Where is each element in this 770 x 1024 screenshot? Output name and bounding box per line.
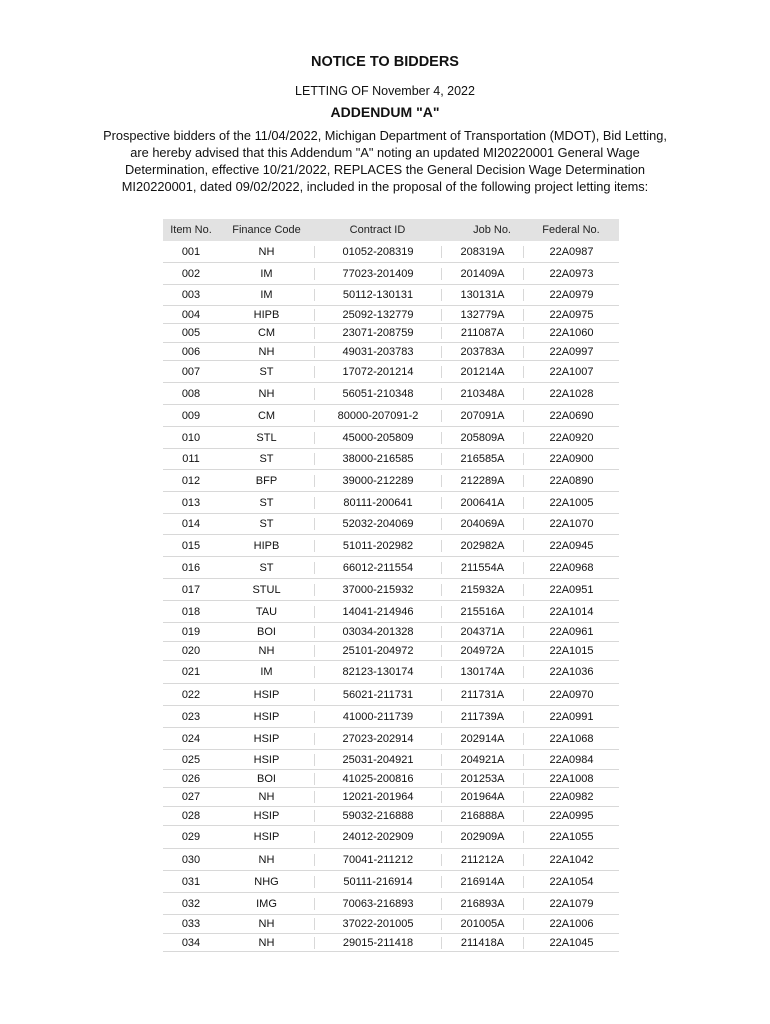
cell-job-no: 208319A bbox=[441, 246, 523, 258]
cell-item-no: 032 bbox=[181, 897, 201, 910]
cell-federal-no: 22A1008 bbox=[523, 773, 619, 785]
cell-federal-no: 22A1054 bbox=[523, 876, 619, 888]
cell-finance-code: TAU bbox=[255, 605, 278, 618]
cell-job-no: 211418A bbox=[441, 937, 523, 949]
cell-contract-id: 49031-203783 bbox=[314, 346, 441, 358]
cell-contract-id: 66012-211554 bbox=[314, 562, 441, 574]
cell-finance-code: NH bbox=[258, 936, 275, 949]
cell-job-no: 130174A bbox=[441, 666, 523, 678]
cell-item-no: 029 bbox=[181, 831, 201, 843]
cell-item-no: 011 bbox=[182, 453, 200, 465]
cell-federal-no: 22A1005 bbox=[523, 497, 619, 509]
cell-item-no: 034 bbox=[181, 936, 201, 949]
cell-job-no: 211554A bbox=[441, 562, 523, 574]
cell-contract-id: 70063-216893 bbox=[314, 898, 441, 910]
cell-item-no: 014 bbox=[181, 518, 201, 530]
cell-federal-no: 22A1060 bbox=[523, 327, 619, 339]
cell-item-no: 023 bbox=[181, 710, 201, 723]
cell-job-no: 215516A bbox=[441, 606, 523, 618]
cell-federal-no: 22A0995 bbox=[523, 810, 619, 822]
cell-federal-no: 22A0890 bbox=[523, 475, 619, 487]
cell-contract-id: 25031-204921 bbox=[314, 754, 441, 766]
cell-item-no: 031 bbox=[181, 875, 201, 888]
cell-job-no: 216914A bbox=[441, 876, 523, 888]
cell-item-no: 016 bbox=[181, 561, 201, 574]
cell-job-no: 216893A bbox=[441, 898, 523, 910]
cell-contract-id: 59032-216888 bbox=[314, 810, 441, 822]
cell-federal-no: 22A0991 bbox=[523, 711, 619, 723]
cell-finance-code: IM bbox=[260, 289, 273, 301]
cell-contract-id: 51011-202982 bbox=[314, 540, 441, 552]
table-row bbox=[163, 934, 619, 952]
cell-contract-id: 38000-216585 bbox=[314, 453, 441, 465]
cell-finance-code: IM bbox=[260, 666, 273, 678]
cell-federal-no: 22A1007 bbox=[523, 366, 619, 378]
cell-item-no: 017 bbox=[181, 583, 201, 596]
cell-job-no: 211731A bbox=[441, 689, 523, 701]
cell-contract-id: 37000-215932 bbox=[314, 584, 441, 596]
cell-contract-id: 01052-208319 bbox=[314, 246, 441, 258]
cell-job-no: 215932A bbox=[441, 584, 523, 596]
cell-job-no: 201964A bbox=[441, 791, 523, 803]
cell-job-no: 207091A bbox=[441, 410, 523, 422]
cell-item-no: 022 bbox=[181, 688, 201, 701]
cell-item-no: 007 bbox=[181, 365, 201, 378]
table-row bbox=[163, 579, 619, 601]
table-row bbox=[163, 807, 619, 826]
cell-federal-no: 22A1006 bbox=[523, 918, 619, 930]
cell-item-no: 008 bbox=[181, 387, 201, 400]
page-title: NOTICE TO BIDDERS bbox=[311, 54, 459, 70]
cell-job-no: 205809A bbox=[441, 432, 523, 444]
header-job-no: Job No. bbox=[473, 224, 511, 236]
cell-federal-no: 22A0690 bbox=[523, 410, 619, 422]
header-contract-id: Contract ID bbox=[349, 224, 406, 236]
cell-contract-id: 52032-204069 bbox=[314, 518, 441, 530]
cell-job-no: 210348A bbox=[441, 388, 523, 400]
cell-contract-id: 50111-216914 bbox=[314, 876, 441, 888]
cell-item-no: 009 bbox=[181, 409, 201, 422]
cell-contract-id: 70041-211212 bbox=[314, 854, 441, 866]
table-row bbox=[163, 788, 619, 807]
cell-contract-id: 80000-207091-2 bbox=[314, 410, 441, 422]
cell-federal-no: 22A0975 bbox=[523, 309, 619, 321]
cell-item-no: 020 bbox=[181, 645, 201, 657]
cell-item-no: 028 bbox=[181, 810, 201, 822]
table-row bbox=[163, 405, 619, 427]
cell-item-no: 005 bbox=[181, 327, 201, 339]
letting-date: LETTING OF November 4, 2022 bbox=[295, 84, 475, 98]
cell-contract-id: 56051-210348 bbox=[314, 388, 441, 400]
cell-job-no: 216585A bbox=[441, 453, 523, 465]
table-row bbox=[163, 915, 619, 934]
table-row bbox=[163, 324, 619, 343]
cell-item-no: 012 bbox=[181, 474, 201, 487]
cell-job-no: 216888A bbox=[441, 810, 523, 822]
cell-finance-code: NH bbox=[258, 387, 275, 400]
table-body bbox=[163, 241, 619, 952]
cell-finance-code: STUL bbox=[252, 583, 281, 596]
table-row bbox=[163, 535, 619, 557]
cell-item-no: 024 bbox=[181, 732, 201, 745]
cell-contract-id: 41000-211739 bbox=[314, 711, 441, 723]
cell-finance-code: NH bbox=[258, 345, 275, 358]
cell-item-no: 026 bbox=[181, 772, 201, 785]
cell-finance-code: HSIP bbox=[253, 831, 280, 843]
cell-contract-id: 25101-204972 bbox=[314, 645, 441, 657]
cell-contract-id: 56021-211731 bbox=[314, 689, 441, 701]
table-row bbox=[163, 684, 619, 706]
cell-finance-code: HIPB bbox=[253, 308, 280, 321]
cell-federal-no: 22A0900 bbox=[523, 453, 619, 465]
cell-federal-no: 22A0970 bbox=[523, 689, 619, 701]
table-row bbox=[163, 871, 619, 893]
cell-finance-code: BOI bbox=[257, 626, 276, 638]
cell-item-no: 021 bbox=[181, 666, 201, 678]
cell-federal-no: 22A0968 bbox=[523, 562, 619, 574]
cell-finance-code: NH bbox=[258, 918, 275, 930]
cell-contract-id: 80111-200641 bbox=[314, 497, 441, 509]
cell-federal-no: 22A0973 bbox=[523, 268, 619, 280]
cell-finance-code: ST bbox=[259, 561, 274, 574]
cell-job-no: 211212A bbox=[441, 854, 523, 866]
cell-contract-id: 24012-202909 bbox=[314, 831, 441, 843]
cell-finance-code: NH bbox=[258, 791, 275, 803]
cell-contract-id: 17072-201214 bbox=[314, 366, 441, 378]
cell-federal-no: 22A0920 bbox=[523, 432, 619, 444]
letting-items-table bbox=[163, 219, 619, 952]
cell-contract-id: 29015-211418 bbox=[314, 937, 441, 949]
table-row bbox=[163, 427, 619, 449]
table-row bbox=[163, 241, 619, 263]
notice-paragraph: Prospective bidders of the 11/04/2022, Michigan Department of Transportation (MDOT), Bid Letting, are hereby advised that this Addendum "A" noting an updated MI20220001 General Wage Determination, effective 10/21/2022, REPLACES the General Decision Wage Determination MI20220001, dated 09/02/2022, included in the proposal of the following project letting items: bbox=[103, 128, 667, 194]
table-row bbox=[163, 361, 619, 383]
cell-contract-id: 41025-200816 bbox=[314, 773, 441, 785]
cell-contract-id: 77023-201409 bbox=[314, 268, 441, 280]
cell-federal-no: 22A0961 bbox=[523, 626, 619, 638]
cell-federal-no: 22A1015 bbox=[523, 645, 619, 657]
cell-finance-code: HSIP bbox=[253, 753, 280, 766]
cell-contract-id: 12021-201964 bbox=[314, 791, 441, 803]
cell-finance-code: NH bbox=[258, 645, 275, 657]
cell-job-no: 201005A bbox=[441, 918, 523, 930]
table-row bbox=[163, 728, 619, 750]
cell-job-no: 204069A bbox=[441, 518, 523, 530]
table-row bbox=[163, 306, 619, 324]
cell-item-no: 019 bbox=[181, 626, 201, 638]
cell-job-no: 130131A bbox=[441, 289, 523, 301]
cell-finance-code: HSIP bbox=[253, 810, 280, 822]
table-row bbox=[163, 492, 619, 514]
cell-job-no: 200641A bbox=[441, 497, 523, 509]
table-row bbox=[163, 706, 619, 728]
cell-contract-id: 82123-130174 bbox=[314, 666, 441, 678]
header-federal-no: Federal No. bbox=[542, 224, 600, 236]
cell-contract-id: 39000-212289 bbox=[314, 475, 441, 487]
table-row bbox=[163, 514, 619, 535]
cell-job-no: 201409A bbox=[441, 268, 523, 280]
cell-item-no: 033 bbox=[181, 918, 201, 930]
table-row bbox=[163, 285, 619, 306]
cell-job-no: 203783A bbox=[441, 346, 523, 358]
cell-job-no: 132779A bbox=[441, 309, 523, 321]
cell-federal-no: 22A0987 bbox=[523, 246, 619, 258]
cell-finance-code: CM bbox=[257, 409, 276, 422]
cell-contract-id: 27023-202914 bbox=[314, 733, 441, 745]
cell-federal-no: 22A1068 bbox=[523, 733, 619, 745]
cell-finance-code: ST bbox=[259, 518, 274, 530]
table-row bbox=[163, 601, 619, 623]
cell-finance-code: CM bbox=[257, 327, 276, 339]
cell-finance-code: NHG bbox=[254, 875, 279, 888]
cell-federal-no: 22A0951 bbox=[523, 584, 619, 596]
cell-finance-code: BFP bbox=[255, 474, 278, 487]
table-row bbox=[163, 642, 619, 661]
table-row bbox=[163, 263, 619, 285]
cell-federal-no: 22A1045 bbox=[523, 937, 619, 949]
cell-federal-no: 22A0982 bbox=[523, 791, 619, 803]
header-finance-code: Finance Code bbox=[232, 224, 301, 236]
cell-item-no: 018 bbox=[181, 605, 201, 618]
table-row bbox=[163, 343, 619, 361]
cell-contract-id: 25092-132779 bbox=[314, 309, 441, 321]
cell-federal-no: 22A1028 bbox=[523, 388, 619, 400]
table-row bbox=[163, 449, 619, 470]
cell-finance-code: HSIP bbox=[253, 732, 280, 745]
cell-job-no: 211087A bbox=[441, 327, 523, 339]
cell-federal-no: 22A1055 bbox=[523, 831, 619, 843]
table-row bbox=[163, 557, 619, 579]
table-row bbox=[163, 893, 619, 915]
cell-item-no: 006 bbox=[181, 345, 201, 358]
cell-item-no: 030 bbox=[181, 853, 201, 866]
table-row bbox=[163, 623, 619, 642]
cell-contract-id: 14041-214946 bbox=[314, 606, 441, 618]
cell-job-no: 204921A bbox=[441, 754, 523, 766]
header-item-no: Item No. bbox=[170, 224, 212, 236]
cell-job-no: 212289A bbox=[441, 475, 523, 487]
cell-item-no: 025 bbox=[181, 753, 201, 766]
cell-federal-no: 22A1079 bbox=[523, 898, 619, 910]
cell-contract-id: 23071-208759 bbox=[314, 327, 441, 339]
cell-finance-code: HSIP bbox=[253, 710, 280, 723]
cell-job-no: 202909A bbox=[441, 831, 523, 843]
table-row bbox=[163, 383, 619, 405]
cell-item-no: 002 bbox=[181, 267, 201, 280]
cell-finance-code: HIPB bbox=[253, 539, 280, 552]
cell-job-no: 201214A bbox=[441, 366, 523, 378]
table-row bbox=[163, 770, 619, 788]
cell-finance-code: NH bbox=[258, 853, 275, 866]
cell-job-no: 202982A bbox=[441, 540, 523, 552]
table-row bbox=[163, 849, 619, 871]
cell-item-no: 013 bbox=[181, 496, 201, 509]
cell-finance-code: ST bbox=[259, 365, 274, 378]
cell-finance-code: IMG bbox=[256, 897, 277, 910]
cell-item-no: 015 bbox=[181, 539, 201, 552]
addendum-heading: ADDENDUM "A" bbox=[330, 104, 440, 120]
table-row bbox=[163, 750, 619, 770]
cell-federal-no: 22A1070 bbox=[523, 518, 619, 530]
cell-finance-code: ST bbox=[259, 453, 274, 465]
cell-finance-code: ST bbox=[259, 496, 274, 509]
cell-finance-code: HSIP bbox=[253, 688, 280, 701]
cell-item-no: 003 bbox=[181, 289, 201, 301]
cell-job-no: 202914A bbox=[441, 733, 523, 745]
cell-item-no: 004 bbox=[181, 308, 201, 321]
cell-job-no: 211739A bbox=[441, 711, 523, 723]
cell-federal-no: 22A0945 bbox=[523, 540, 619, 552]
cell-finance-code: BOI bbox=[257, 772, 276, 785]
cell-federal-no: 22A0979 bbox=[523, 289, 619, 301]
cell-contract-id: 45000-205809 bbox=[314, 432, 441, 444]
cell-federal-no: 22A1042 bbox=[523, 854, 619, 866]
cell-contract-id: 03034-201328 bbox=[314, 626, 441, 638]
table-row bbox=[163, 826, 619, 849]
cell-federal-no: 22A1036 bbox=[523, 666, 619, 678]
cell-contract-id: 50112-130131 bbox=[314, 289, 441, 301]
cell-item-no: 010 bbox=[181, 431, 201, 444]
cell-job-no: 201253A bbox=[441, 773, 523, 785]
cell-item-no: 001 bbox=[181, 245, 201, 258]
table-row bbox=[163, 470, 619, 492]
cell-federal-no: 22A1014 bbox=[523, 606, 619, 618]
cell-finance-code: NH bbox=[258, 245, 275, 258]
cell-job-no: 204371A bbox=[441, 626, 523, 638]
cell-finance-code: STL bbox=[256, 431, 277, 444]
cell-federal-no: 22A0984 bbox=[523, 754, 619, 766]
cell-federal-no: 22A0997 bbox=[523, 346, 619, 358]
cell-item-no: 027 bbox=[181, 791, 201, 803]
table-header bbox=[163, 219, 619, 241]
table-row bbox=[163, 661, 619, 684]
cell-finance-code: IM bbox=[260, 267, 273, 280]
cell-job-no: 204972A bbox=[441, 645, 523, 657]
cell-contract-id: 37022-201005 bbox=[314, 918, 441, 930]
